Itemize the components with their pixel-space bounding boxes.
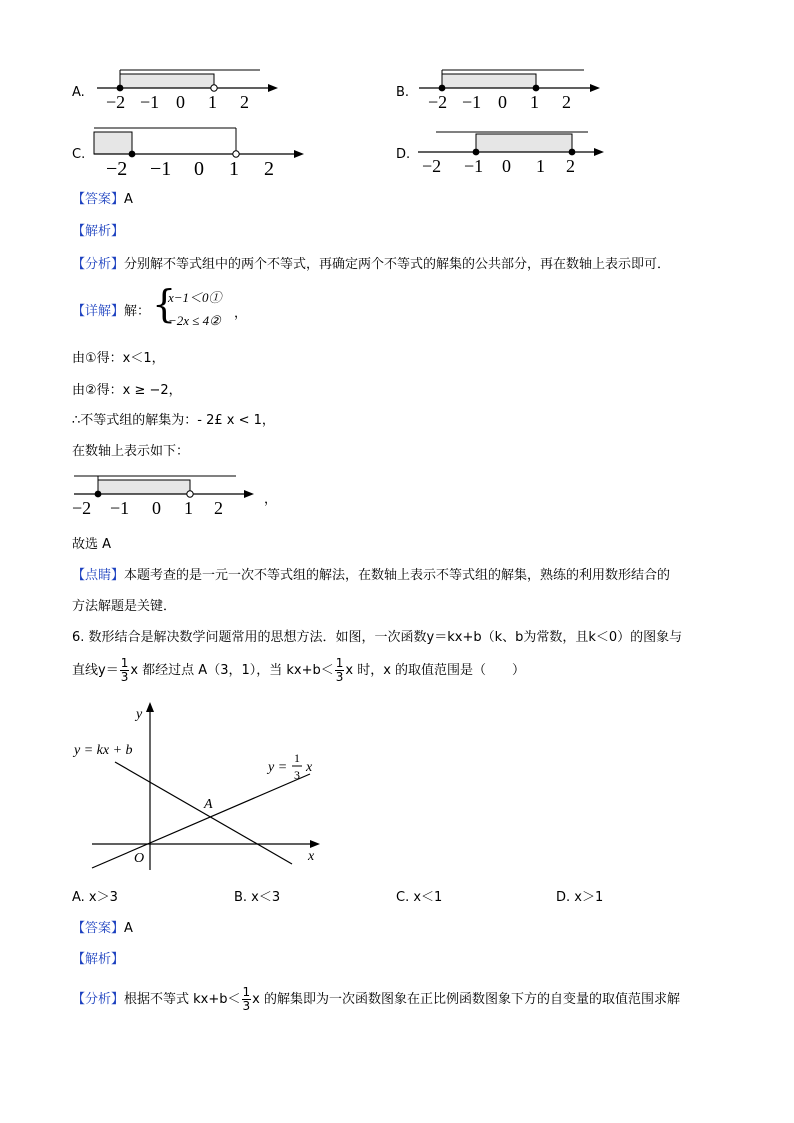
option-d-label: D. (396, 147, 411, 162)
frac-num: 1 (335, 656, 344, 670)
line2-frac-den: 3 (294, 768, 300, 782)
q6-answer (72, 919, 133, 939)
frac-num: 1 (242, 985, 251, 999)
line-one-third-x (92, 774, 310, 868)
solution-comma: ， (264, 492, 278, 507)
choice-a: A. x＞3 (72, 890, 118, 905)
tick-label: −1 (464, 156, 484, 176)
q6-line-2a: 直线y＝ (72, 663, 119, 678)
q6-line-2c: x 时，x 的取值范围是（ ） (345, 663, 526, 678)
tick-label: 1 (229, 158, 239, 178)
option-b-number-line (414, 64, 604, 114)
system-suffix: ， (234, 306, 248, 321)
tick-label: 0 (176, 92, 185, 112)
point-a-label: A (204, 797, 213, 812)
tick-label: −2 (422, 156, 442, 176)
x-axis-label: x (308, 849, 315, 864)
q6-analysis-tag: 【解析】 (72, 952, 125, 967)
tick-label: 0 (498, 92, 507, 112)
fenxi-a: 根据不等式 kx+b＜ (124, 992, 241, 1007)
tick-label: 1 (208, 92, 217, 112)
frac-den: 3 (335, 670, 344, 684)
tick-label: −2 (106, 158, 128, 178)
tick-label: −2 (72, 498, 92, 518)
option-c-label: C. (72, 147, 86, 162)
fenxi-tag: 【分析】 (72, 992, 125, 1007)
option-c-number-line (90, 122, 305, 178)
y-axis-label: y (136, 707, 143, 722)
fenxi-tag: 【分析】 (72, 257, 125, 272)
option-a-number-line (92, 64, 282, 114)
tick-label: 2 (214, 498, 223, 518)
option-a-label: A. (72, 85, 85, 100)
function-graph (70, 700, 330, 875)
q5-choose: 故选 A (72, 537, 112, 552)
tick-label: 0 (502, 156, 511, 176)
detail-tag: 【详解】 (72, 304, 125, 319)
fraction-one-third (120, 657, 130, 684)
system-line-2: −2x ≤ 4② (168, 313, 221, 328)
choice-d: D. x＞1 (556, 890, 604, 905)
q5-analysis-tag: 【解析】 (72, 224, 125, 239)
tick-label: 1 (530, 92, 539, 112)
tick-label: 0 (194, 158, 204, 178)
q5-fenxi (72, 255, 670, 275)
solution-number-line (70, 470, 260, 520)
step-2: 由②得：x ≥ −2， (72, 383, 182, 398)
line2-label-suffix: x (306, 760, 313, 775)
answer-tag: 【答案】 (72, 921, 125, 936)
tick-label: 2 (240, 92, 249, 112)
tick-label: 1 (536, 156, 545, 176)
tick-label: −1 (140, 92, 160, 112)
line1-label: y = kx + b (74, 743, 133, 758)
choice-b: B. x＜3 (234, 890, 281, 905)
tick-label: 2 (566, 156, 575, 176)
line-kx-plus-b (115, 762, 292, 864)
q6-fenxi (72, 986, 680, 1013)
option-d-number-line (414, 126, 608, 176)
q5-comment (72, 566, 670, 586)
detail-prefix: 解： (124, 304, 151, 319)
answer-value: A (124, 921, 133, 936)
comment-text-2: 方法解题是关键． (72, 599, 177, 614)
fraction-one-third (335, 657, 345, 684)
q6-line-1: 6. 数形结合是解决数学问题常用的思想方法．如图，一次函数y＝kx+b（k、b为常数，且k＜0）的图象与 (72, 630, 683, 645)
tick-label: 0 (152, 498, 161, 518)
fraction-one-third (242, 986, 252, 1013)
tick-label: −2 (106, 92, 126, 112)
option-b-label: B. (396, 85, 410, 100)
answer-tag: 【答案】 (72, 192, 125, 207)
step-1: 由①得：x＜1， (72, 351, 165, 366)
step-4: 在数轴上表示如下： (72, 444, 190, 459)
tick-label: −2 (428, 92, 448, 112)
origin-label: O (134, 851, 145, 866)
q5-detail (72, 302, 150, 322)
q5-answer (72, 190, 133, 210)
system-line-1: x−1＜0① (168, 290, 222, 305)
tick-label: 1 (184, 498, 193, 518)
system-brace: { (152, 282, 177, 326)
q6-line-2 (72, 657, 525, 684)
tick-label: 2 (562, 92, 571, 112)
step-3: ∴不等式组的解集为：- 2£ x < 1， (72, 413, 275, 428)
tick-label: −1 (462, 92, 482, 112)
line2-label-prefix: y = (268, 760, 288, 775)
comment-tag: 【点睛】 (72, 568, 125, 583)
tick-label: 2 (264, 158, 274, 178)
frac-num: 1 (120, 656, 129, 670)
line2-frac-num: 1 (294, 751, 300, 765)
tick-label: −1 (150, 158, 172, 178)
fenxi-b: x 的解集即为一次函数图象在正比例函数图象下方的自变量的取值范围求解 (252, 992, 680, 1007)
fenxi-text: 分别解不等式组中的两个不等式，再确定两个不等式的解集的公共部分，再在数轴上表示即可． (124, 257, 671, 272)
choice-c: C. x＜1 (396, 890, 443, 905)
comment-text-1: 本题考查的是一元一次不等式组的解法，在数轴上表示不等式组的解集，熟练的利用数形结合的 (124, 568, 671, 583)
q6-line-2b: x 都经过点 A（3，1），当 kx+b＜ (130, 663, 334, 678)
tick-label: −1 (110, 498, 130, 518)
frac-den: 3 (242, 999, 251, 1013)
answer-value: A (124, 192, 133, 207)
frac-den: 3 (120, 670, 129, 684)
